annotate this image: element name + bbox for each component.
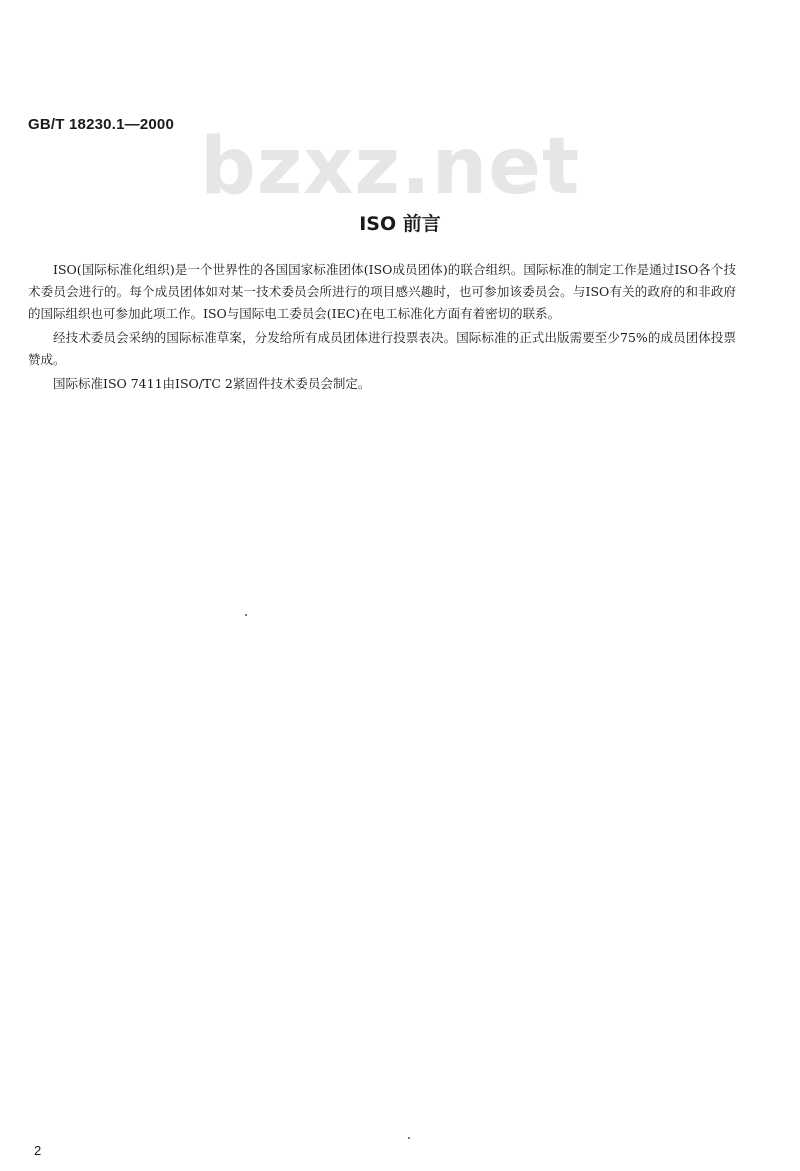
paragraph-2: 经技术委员会采纳的国际标准草案，分发给所有成员团体进行投票表决。国际标准的正式出版需要至少75%的成员团体投票赞成。	[28, 330, 736, 367]
watermark-text: bzxz.net	[200, 122, 581, 212]
section-body	[28, 259, 736, 397]
section-title: ISO 前言	[359, 213, 441, 235]
paragraph-3: 国际标准ISO 7411由ISO/TC 2紧固件技术委员会制定。	[53, 376, 371, 391]
scan-speck	[245, 614, 247, 616]
page-number: 2	[34, 1143, 42, 1158]
paragraph-1: ISO(国际标准化组织)是一个世界性的各国国家标准团体(ISO成员团体)的联合组织。国际标准的制定工作是通过ISO各个技术委员会进行的。每个成员团体如对某一技术委员会所进行的项目感兴趣时，也可参加该委员会。与ISO有关的政府的和非政府的国际组织也可参加此项工作。ISO与国际电工委员会(IEC)在电工标准化方面有着密切的联系。	[28, 262, 736, 321]
standard-number: GB/T 18230.1—2000	[28, 116, 174, 133]
scan-speck	[408, 1137, 410, 1139]
